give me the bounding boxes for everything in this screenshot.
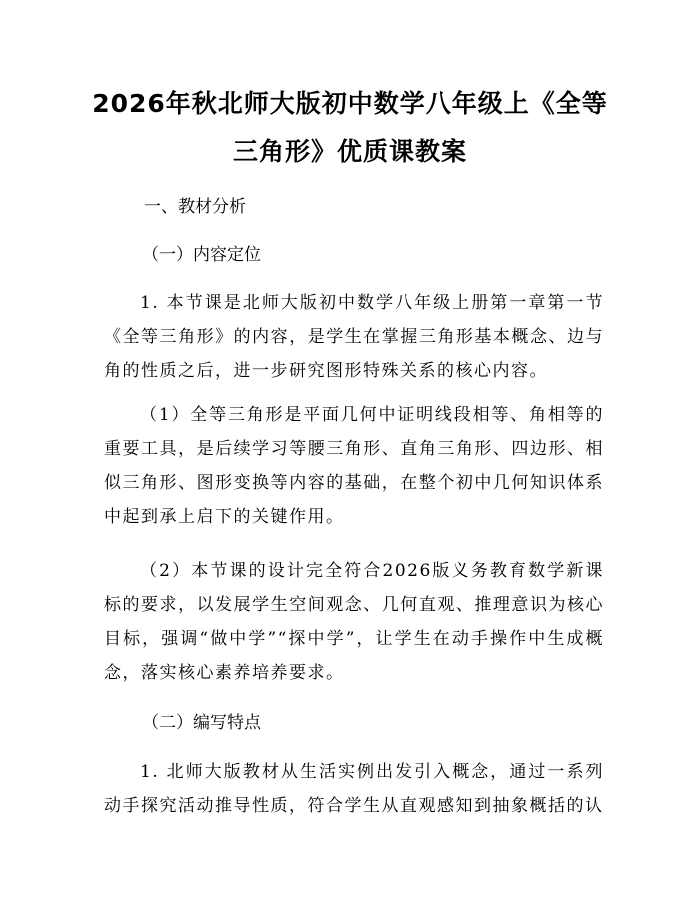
paragraph-3: （2）本节课的设计完全符合2026版义务教育数学新课标的要求，以发展学生空间观念、几何直观、推理意识为核心目标，强调“做中学”“探中学”，让学生在动手操作中生成概念，落实核心素养培养要求。 [104, 561, 604, 683]
document-title-line-1: 2026年秋北师大版初中数学八年级上《全等 [92, 89, 608, 118]
paragraph-2: （1）全等三角形是平面几何中证明线段相等、角相等的重要工具，是后续学习等腰三角形、直角三角形、四边形、相似三角形、图形变换等内容的基础，在整个初中几何知识体系中起到承上启下的关键作用。 [104, 405, 604, 527]
subsection-heading-writing-features: （二）编写特点 [142, 713, 261, 733]
paragraph-4: 1. 北师大版教材从生活实例出发引入概念，通过一系列动手探究活动推导性质，符合学生从直观感知到抽象概括的认 [104, 762, 604, 816]
document-title-line-2: 三角形》优质课教案 [232, 137, 467, 166]
section-heading-teaching-material-analysis: 一、教材分析 [144, 197, 246, 217]
subsection-heading-content-positioning: （一）内容定位 [142, 245, 261, 265]
paragraph-1: 1. 本节课是北师大版初中数学八年级上册第一章第一节《全等三角形》的内容，是学生在掌握三角形基本概念、边与角的性质之后，进一步研究图形特殊关系的核心内容。 [104, 293, 604, 381]
